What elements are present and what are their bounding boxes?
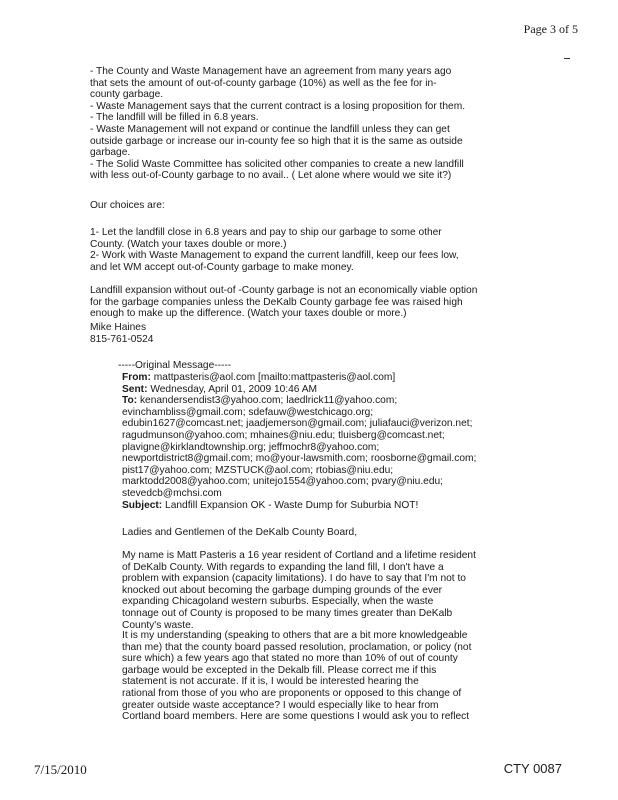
expansion-line: for the garbage companies unless the DeKalb County garbage fee was raised high [90,296,463,308]
to-line: pist17@yahoo.com; MZSTUCK@aol.com; rtobias@niu.edu; [122,464,394,476]
facts-line: - Waste Management will not expand or continue the landfill unless they can get [90,123,450,135]
date-stamp: 7/15/2010 [34,762,87,777]
to-line: marktodd2008@yahoo.com; unitejo1554@yahoo.com; pvary@niu.edu; [122,476,443,488]
bates-number: CTY 0087 [503,761,562,776]
facts-line: county garbage. [90,89,164,101]
message-paragraph-1 [122,550,476,631]
facts-line: garbage. [90,147,131,159]
facts-line: - The Solid Waste Committee has solicited other companies to create a new landfill [90,158,464,170]
paragraph-line: expanding Chicagoland western suburbs. Especially, when the waste [122,596,434,608]
signature-phone: 815-761-0524 [90,333,154,345]
facts-line: - The County and Waste Management have an agreement from many years ago [90,66,452,77]
paragraph-line: than me) that the county board passed resolution, proclamation, or policy (not [122,641,472,653]
choice-line: County. (Watch your taxes double or more.) [90,238,287,250]
subject-label: Subject: [122,499,163,511]
paragraph-line: greater outside waste acceptance? I would especially like to hear from [122,699,439,711]
choices-heading: Our choices are: [90,200,165,211]
email-headers [122,372,476,511]
to-line: ragudmunson@yahoo.com; mhaines@niu.edu; tluisberg@comcast.net; [122,429,445,441]
paragraph-line: of DeKalb County. With regards to expanding the land fill, I don't have a [122,561,444,573]
signature-block [90,322,153,345]
subject-row [122,500,476,512]
to-line: plavigne@kirklandtownship.org; jeffmochr8@yahoo.com; [122,441,380,453]
paragraph-line: My name is Matt Pasteris a 16 year resident of Cortland and a lifetime resident [122,550,476,561]
facts-line: with less out-of-County garbage to no avail.. ( Let alone where would we site it?) [90,170,452,182]
to-row [122,395,476,407]
facts-line: - The landfill will be filled in 6.8 years. [90,112,259,124]
expansion-line: Landfill expansion without out-of -County garbage is not an economically viable option [90,285,478,296]
choice-line: 1- Let the landfill close in 6.8 years and pay to ship our garbage to some other [90,227,442,238]
choice-line: and let WM accept out-of-County garbage to make money. [90,261,354,273]
paragraph-line: It is my understanding (speaking to others that are a bit more knowledgeable [122,630,468,641]
paragraph-line: Cortland board members. Here are some questions I would ask you to reflect [122,711,470,723]
paragraph-line: knocked out about becoming the garbage dumping grounds of the ever [122,584,442,596]
facts-list [90,66,465,182]
from-row [122,372,476,384]
expansion-note [90,285,477,320]
to-line: edubin1627@comcast.net; jaadjemerson@gmail.com; juliafauci@verizon.net; [122,418,473,430]
expansion-line: enough to make up the difference. (Watch your taxes double or more.) [90,308,407,320]
to-line: newportdistrict8@gmail.com; mo@your-lawsmith.com; roosborne@gmail.com; [122,453,477,465]
paragraph-line: problem with expansion (capacity limitations). I do have to say that I'm not to [122,573,466,585]
original-message-heading: -----Original Message----- [118,360,232,371]
paragraph-line: tonnage out of County is proposed to be many times greater than DeKalb [122,607,453,619]
page-number: Page 3 of 5 [523,22,578,36]
paragraph-line: garbage would be excepted in the Dekalb fill. Please correct me if this [122,664,437,676]
signature-name: Mike Haines [90,322,147,333]
paragraph-line: County's waste. [122,619,194,631]
to-label: To: [122,395,138,407]
margin-mark [564,58,570,59]
sent-row [122,384,476,396]
choices-list [90,227,459,273]
to-line: stevedcb@mchsi.com [122,487,222,499]
paragraph-line: statement is not accurate. If it is, I would be interested hearing the [122,676,419,688]
facts-line: - Waste Management says that the current contract is a losing proposition for them. [90,100,466,112]
sent-value: Wednesday, April 01, 2009 10:46 AM [150,383,318,395]
facts-line: outside garbage or increase our in-county fee so high that it is the same as outside [90,135,463,147]
to-line: evinchambliss@gmail.com; sdefauw@westchicago.org; [122,406,374,418]
from-value[interactable]: mattpasteris@aol.com [mailto:mattpasteris@aol.com] [153,372,396,383]
paragraph-line: sure which) a few years ago that stated no more than 10% of out of county [122,653,458,665]
message-paragraph-2 [122,630,471,723]
choice-line: 2- Work with Waste Management to expand the current landfill, keep our fees low, [90,250,459,262]
sent-label: Sent: [122,383,148,395]
subject-value: Landfill Expansion OK - Waste Dump for Suburbia NOT! [165,499,419,511]
paragraph-line: rational from those of you who are proponents or opposed to this change of [122,687,462,699]
from-label: From: [122,372,151,383]
greeting: Ladies and Gentlemen of the DeKalb County Board, [122,527,358,538]
to-value: kenandersendist3@yahoo.com; laedlrick11@yahoo.com; [139,395,398,407]
facts-line: that sets the amount of out-of-county garbage (10%) as well as the fee for in- [90,77,437,89]
